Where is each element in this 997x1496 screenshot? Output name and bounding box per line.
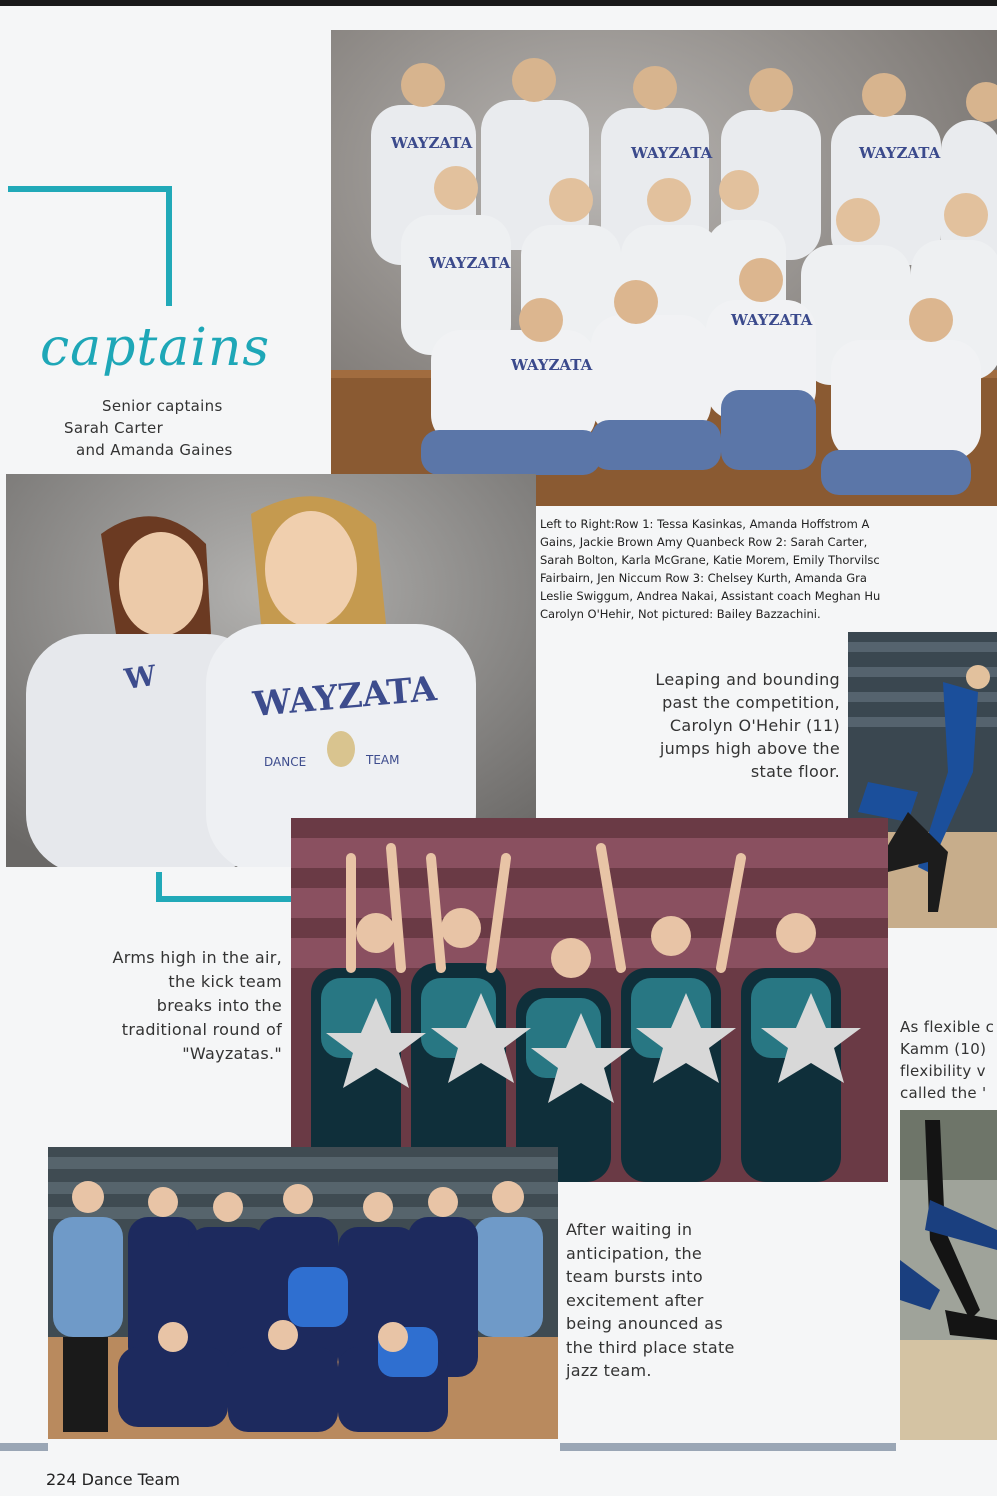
page-folio: 224 Dance Team <box>46 1470 180 1489</box>
svg-text:WAYZATA: WAYZATA <box>511 356 593 374</box>
captains-photo <box>6 474 536 867</box>
arms-caption: Arms high in the air, the kick team breaks into the traditional round of "Wayzatas." <box>112 948 282 1063</box>
svg-text:WAYZATA: WAYZATA <box>429 254 511 272</box>
waiting-caption: After waiting in anticipation, the team bursts into excitement after being anounced as the third place state jazz team. <box>566 1220 735 1380</box>
bottom-rule-left <box>0 1443 48 1451</box>
accent-bracket-lower-bar <box>156 896 291 902</box>
svg-text:WAYZATA: WAYZATA <box>391 134 473 152</box>
accent-bracket-top <box>8 186 172 192</box>
top-edge-bar <box>0 0 997 6</box>
group-photo-caption: Left to Right:Row 1: Tessa Kasinkas, Amanda Hoffstrom A Gains, Jackie Brown Amy Quanbeck Row 2: Sarah Carter, Sarah Bolton, Karla McGrane, Katie Morem, Emily Thorvilsc Fairbairn, Jen Niccum Row 3: Chelsey Kurth, Amanda Gra Leslie Swiggum, Andrea Nakai, Assistant coach Meghan Hu Carolyn O'Hehir, Not pictured: Bailey Bazzachini. <box>540 517 881 621</box>
svg-text:WAYZATA: WAYZATA <box>631 144 713 162</box>
flexibility-photo <box>900 1110 997 1440</box>
team-group-photo <box>331 30 997 506</box>
bottom-rule-right <box>560 1443 896 1451</box>
svg-text:WAYZATA: WAYZATA <box>859 144 941 162</box>
celebration-photo <box>48 1147 558 1439</box>
svg-text:WAYZATA: WAYZATA <box>731 311 813 329</box>
accent-bracket-side <box>166 186 172 306</box>
captains-caption: Senior captains Sarah Carter and Amanda Gaines <box>64 397 233 459</box>
page-heading: captains <box>40 318 271 378</box>
svg-text:W: W <box>122 658 159 696</box>
svg-text:DANCE: DANCE <box>264 755 307 769</box>
kick-team-photo <box>291 818 888 1182</box>
flexible-caption: As flexible c Kamm (10) flexibility v called the ' <box>900 1018 995 1102</box>
svg-text:WAYZATA: WAYZATA <box>251 669 439 725</box>
leap-caption: Leaping and bounding past the competition, Carolyn O'Hehir (11) jumps high above the state floor. <box>655 670 840 781</box>
svg-text:TEAM: TEAM <box>366 753 400 767</box>
